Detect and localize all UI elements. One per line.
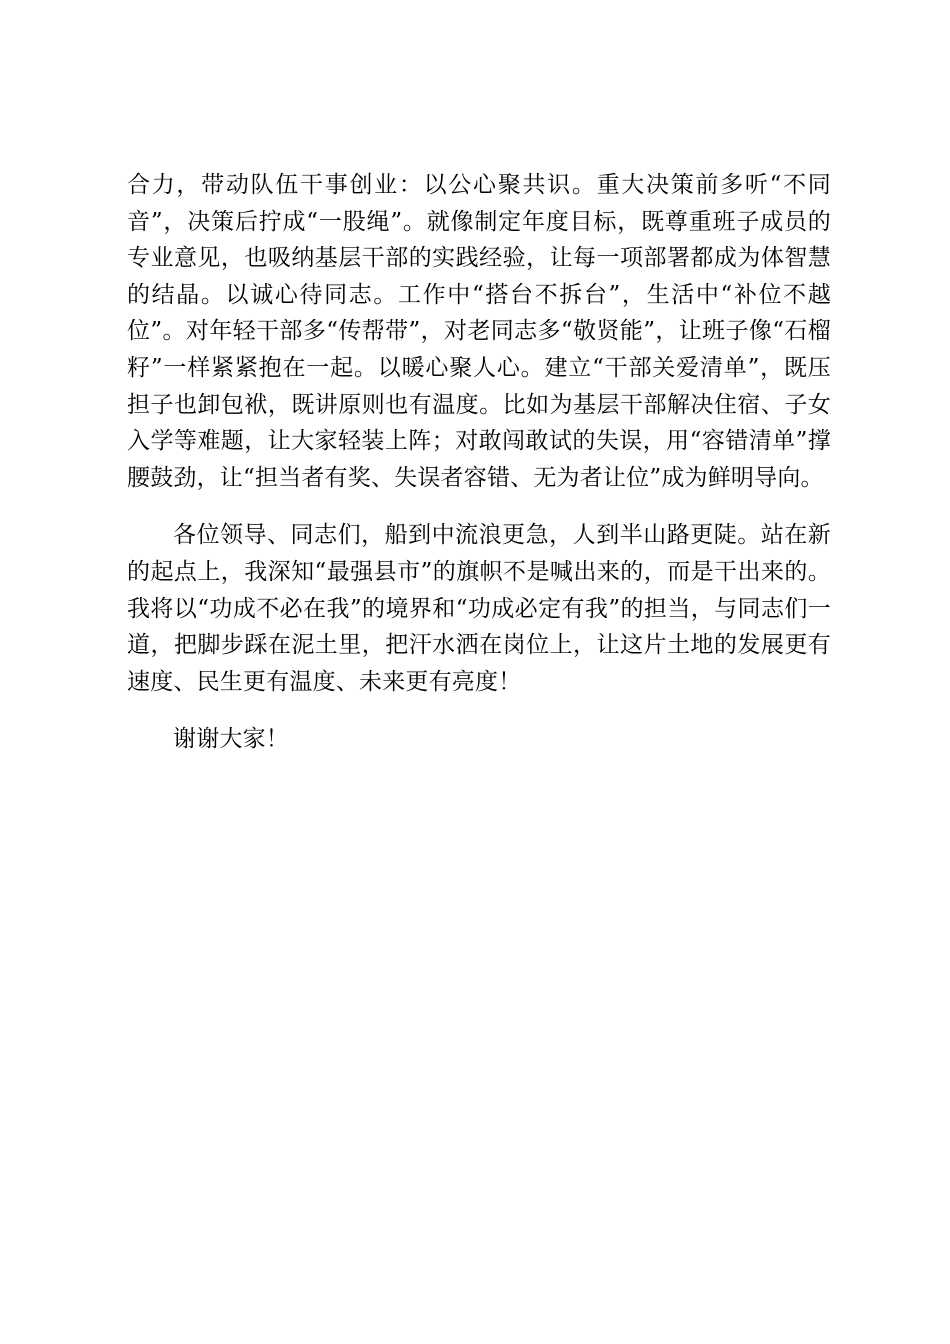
paragraph-thanks: 谢谢大家！: [173, 726, 289, 753]
paragraph-closing-pledge: 各位领导、同志们，船到中流浪更急，人到半山路更陡。站在新的起点上，我深知“最强县市”的旗帜不是喊出来的，而是干出来的。我将以“功成不必在我”的境界和“功成必定有我”的担当，与同志们一道，把脚步踩在泥土里，把汗水洒在岗位上，让这片土地的发展更有速度、民生更有温度、未来更有亮度！: [127, 522, 831, 695]
document-page: [127, 167, 831, 758]
paragraph-team-cohesion: 合力，带动队伍干事创业：以公心聚共识。重大决策前多听“不同音”，决策后拧成“一股绳”。就像制定年度目标，既尊重班子成员的专业意见，也吸纳基层干部的实践经验，让每一项部署都成为体智慧的结晶。以诚心待同志。工作中“搭台不拆台”，生活中“补位不越位”。对年轻干部多“传帮带”，对老同志多“敬贤能”，让班子像“石榴籽”一样紧紧抱在一起。以暖心聚人心。建立“干部关爱清单”，既压担子也卸包袱，既讲原则也有温度。比如为基层干部解决住宿、子女入学等难题，让大家轻装上阵；对敢闯敢试的失误，用“容错清单”撑腰鼓劲，让“担当者有奖、失误者容错、无为者让位”成为鲜明导向。: [127, 172, 831, 491]
